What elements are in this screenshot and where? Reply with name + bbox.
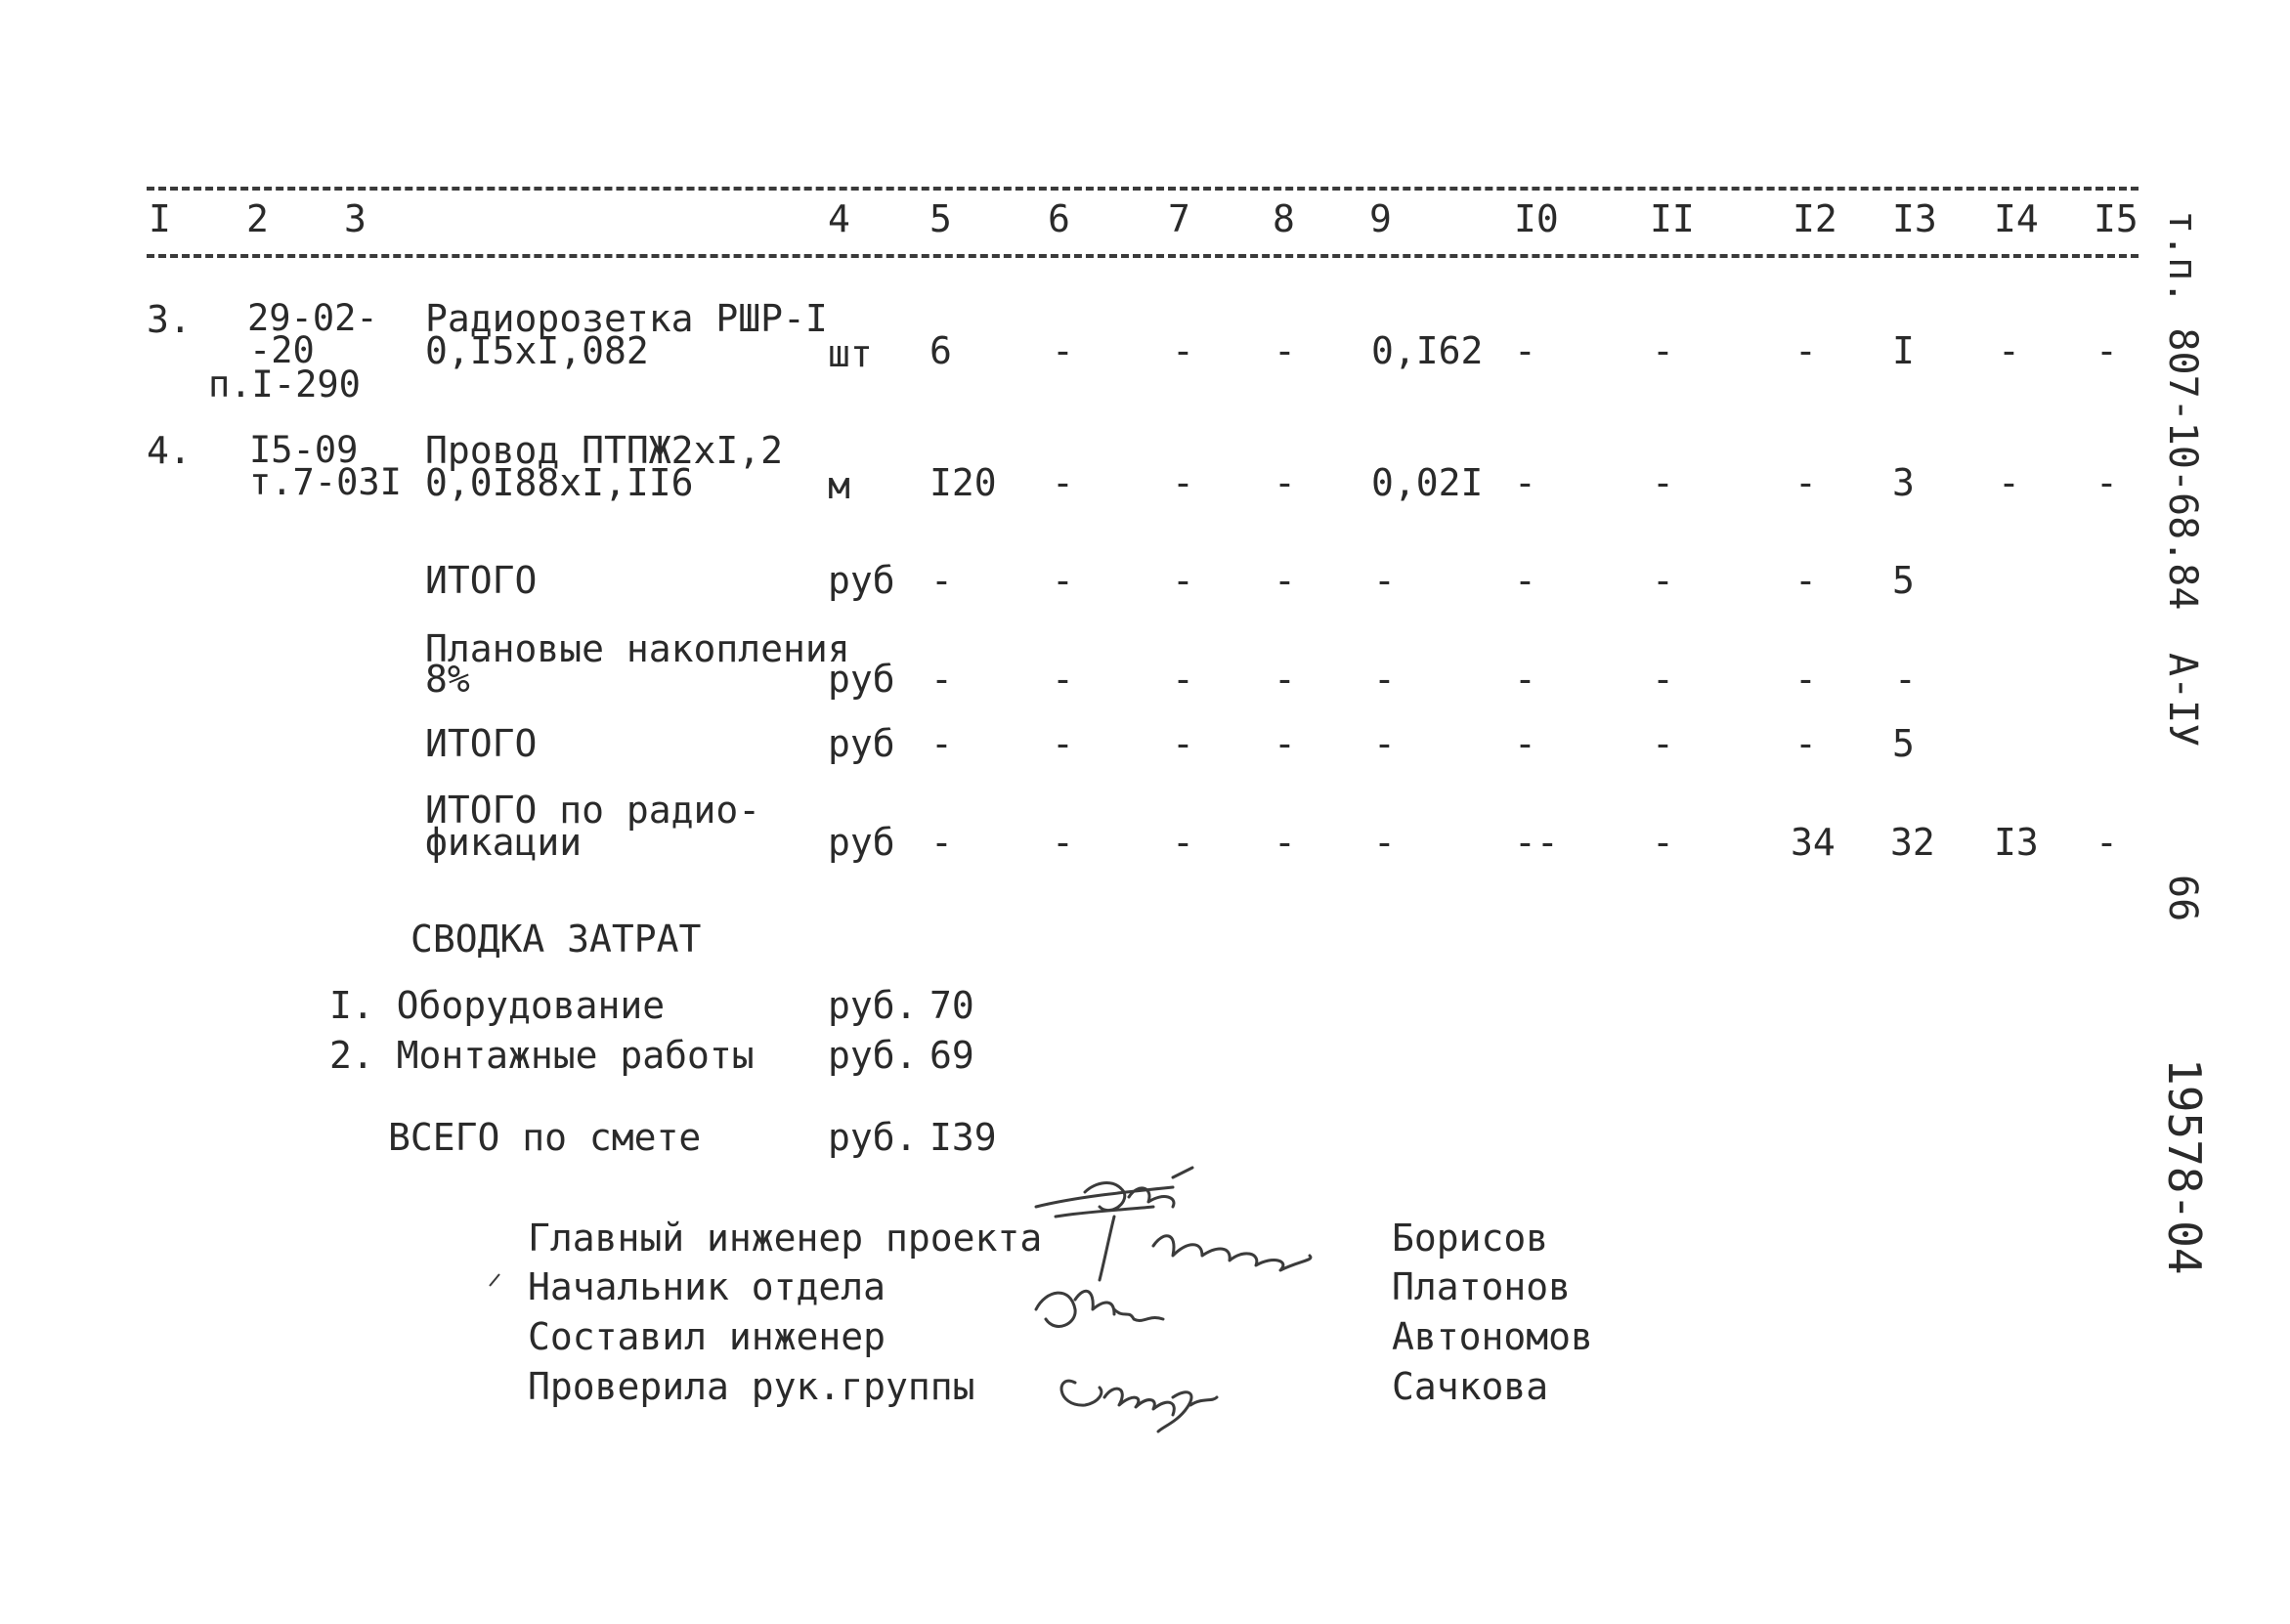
total-unit: руб bbox=[828, 722, 895, 765]
cell-c6: - bbox=[1052, 461, 1074, 504]
cell-c5: - bbox=[930, 821, 953, 864]
cell-c5: - bbox=[930, 722, 953, 765]
margin-doc-code: т.п. 807-10-68.84 bbox=[2160, 210, 2205, 611]
signer-name: Платонов bbox=[1392, 1265, 1572, 1308]
row-code-line: п.I-290 bbox=[208, 363, 361, 406]
cell-c15: - bbox=[2096, 461, 2118, 504]
cell-c7: - bbox=[1172, 821, 1194, 864]
row-name-line: Провод ПТПЖ2xI,2 bbox=[425, 429, 784, 472]
summary-item-unit: руб. bbox=[828, 984, 918, 1027]
cell-c13: - bbox=[1894, 658, 1917, 701]
cell-c5: 6 bbox=[929, 329, 952, 372]
cell-c9: - bbox=[1373, 722, 1396, 765]
summary-item-unit: руб. bbox=[828, 1034, 918, 1077]
cell-c13: 5 bbox=[1892, 559, 1915, 602]
cell-c7: - bbox=[1172, 559, 1194, 602]
cell-c9: - bbox=[1373, 658, 1396, 701]
col-header-12: I2 bbox=[1793, 197, 1837, 240]
row-code-line: т.7-03I bbox=[249, 461, 402, 503]
signer-role: Главный инженер проекта bbox=[528, 1217, 1043, 1260]
total-unit: руб bbox=[828, 821, 895, 864]
signer-role: Начальник отдела bbox=[528, 1265, 886, 1308]
cell-c7: - bbox=[1172, 722, 1194, 765]
row-code-line: I5-09 bbox=[249, 429, 359, 471]
row-code-line: -20 bbox=[249, 329, 315, 371]
cell-c10: - bbox=[1514, 559, 1536, 602]
row-name-line: Радиорозетка РШР-I bbox=[425, 297, 828, 340]
cell-c11: - bbox=[1652, 461, 1674, 504]
cell-c12: - bbox=[1794, 559, 1817, 602]
cell-c5: I20 bbox=[929, 461, 997, 504]
summary-total-label: ВСЕГО по смете bbox=[388, 1116, 702, 1159]
cell-c7: - bbox=[1172, 461, 1194, 504]
total-label: ИТОГО bbox=[425, 559, 538, 602]
cell-c10: -- bbox=[1514, 821, 1559, 864]
header-rule-top bbox=[147, 187, 2139, 191]
cell-c11: - bbox=[1652, 658, 1674, 701]
cell-c11: - bbox=[1652, 821, 1674, 864]
cell-c10: - bbox=[1514, 658, 1536, 701]
cell-c7: - bbox=[1172, 658, 1194, 701]
cell-c13: 5 bbox=[1892, 722, 1915, 765]
cell-c15: - bbox=[2096, 821, 2118, 864]
cell-c13: I bbox=[1892, 329, 1915, 372]
cell-c9: - bbox=[1373, 559, 1396, 602]
col-header-7: 7 bbox=[1168, 197, 1190, 240]
summary-item-label: I. Оборудование bbox=[329, 984, 666, 1027]
margin-page-number: 66 bbox=[2160, 875, 2205, 922]
cell-c9: - bbox=[1373, 821, 1396, 864]
col-header-1: I bbox=[149, 197, 171, 240]
summary-total-unit: руб. bbox=[828, 1116, 918, 1159]
cell-c10: - bbox=[1514, 461, 1536, 504]
col-header-13: I3 bbox=[1892, 197, 1937, 240]
cell-c8: - bbox=[1274, 461, 1296, 504]
cell-c8: - bbox=[1274, 329, 1296, 372]
cell-c12: - bbox=[1794, 461, 1817, 504]
cell-c12: - bbox=[1794, 722, 1817, 765]
col-header-5: 5 bbox=[929, 197, 952, 240]
row-number: 4. bbox=[147, 429, 192, 472]
total-unit: руб bbox=[828, 658, 895, 701]
summary-item-value: 70 bbox=[929, 984, 974, 1027]
total-label: ИТОГО bbox=[425, 722, 538, 765]
cell-c10: - bbox=[1514, 722, 1536, 765]
cell-c11: - bbox=[1652, 329, 1674, 372]
cell-c8: - bbox=[1274, 821, 1296, 864]
summary-item-label: 2. Монтажные работы bbox=[329, 1034, 755, 1077]
row-code-line: 29-02- bbox=[247, 297, 378, 339]
col-header-11: II bbox=[1650, 197, 1695, 240]
header-rule-bottom bbox=[147, 254, 2139, 258]
col-header-15: I5 bbox=[2094, 197, 2139, 240]
cell-c6: - bbox=[1052, 722, 1074, 765]
summary-item-value: 69 bbox=[929, 1034, 974, 1077]
cell-c15: - bbox=[2096, 329, 2118, 372]
row-unit: м bbox=[828, 464, 850, 507]
cell-c11: - bbox=[1652, 722, 1674, 765]
total-label: 8% bbox=[425, 658, 470, 701]
cell-c12: - bbox=[1794, 329, 1817, 372]
col-header-9: 9 bbox=[1369, 197, 1392, 240]
cell-c5: - bbox=[930, 658, 953, 701]
row-name-line: 0,0I88xI,II6 bbox=[425, 461, 694, 504]
cell-c6: - bbox=[1052, 329, 1074, 372]
row-name-line: 0,I5xI,082 bbox=[425, 329, 649, 372]
cell-c6: - bbox=[1052, 559, 1074, 602]
cell-c7: - bbox=[1172, 329, 1194, 372]
cell-c5: - bbox=[930, 559, 953, 602]
col-header-2: 2 bbox=[246, 197, 269, 240]
cell-c9: 0,I62 bbox=[1371, 329, 1484, 372]
margin-album: А-IУ bbox=[2160, 653, 2205, 748]
row-number: 3. bbox=[147, 298, 192, 341]
col-header-10: I0 bbox=[1514, 197, 1559, 240]
col-header-14: I4 bbox=[1994, 197, 2039, 240]
signer-role: Проверила рук.группы bbox=[528, 1365, 975, 1408]
total-label: фикации bbox=[425, 821, 583, 864]
cell-c12: 34 bbox=[1791, 821, 1836, 864]
signer-name: Борисов bbox=[1392, 1217, 1549, 1260]
summary-title: СВОДКА ЗАТРАТ bbox=[410, 918, 702, 961]
signer-role: Составил инженер bbox=[528, 1315, 886, 1358]
cell-c10: - bbox=[1514, 329, 1536, 372]
cell-c14: I3 bbox=[1994, 821, 2039, 864]
col-header-6: 6 bbox=[1048, 197, 1070, 240]
cell-c13: 3 bbox=[1892, 461, 1915, 504]
col-header-3: 3 bbox=[344, 197, 367, 240]
signer-name: Сачкова bbox=[1392, 1365, 1549, 1408]
cell-c14: - bbox=[1998, 329, 2020, 372]
handwritten-signatures bbox=[1016, 1163, 1368, 1446]
cell-c12: - bbox=[1794, 658, 1817, 701]
cell-c14: - bbox=[1998, 461, 2020, 504]
cell-c8: - bbox=[1274, 559, 1296, 602]
total-label: Плановые накопления bbox=[425, 627, 850, 670]
cell-c13: 32 bbox=[1890, 821, 1935, 864]
cell-c6: - bbox=[1052, 658, 1074, 701]
tick-mark bbox=[486, 1270, 505, 1290]
cell-c8: - bbox=[1274, 722, 1296, 765]
col-header-4: 4 bbox=[828, 197, 850, 240]
row-unit: шт bbox=[828, 332, 873, 375]
total-unit: руб bbox=[828, 559, 895, 602]
signer-name: Автономов bbox=[1392, 1315, 1593, 1358]
cell-c11: - bbox=[1652, 559, 1674, 602]
cell-c6: - bbox=[1052, 821, 1074, 864]
cell-c9: 0,02I bbox=[1371, 461, 1484, 504]
margin-inventory-number: 19578-04 bbox=[2158, 1058, 2211, 1275]
col-header-8: 8 bbox=[1273, 197, 1295, 240]
total-label: ИТОГО по радио- bbox=[425, 789, 761, 832]
cell-c8: - bbox=[1274, 658, 1296, 701]
summary-total-value: I39 bbox=[929, 1116, 997, 1159]
